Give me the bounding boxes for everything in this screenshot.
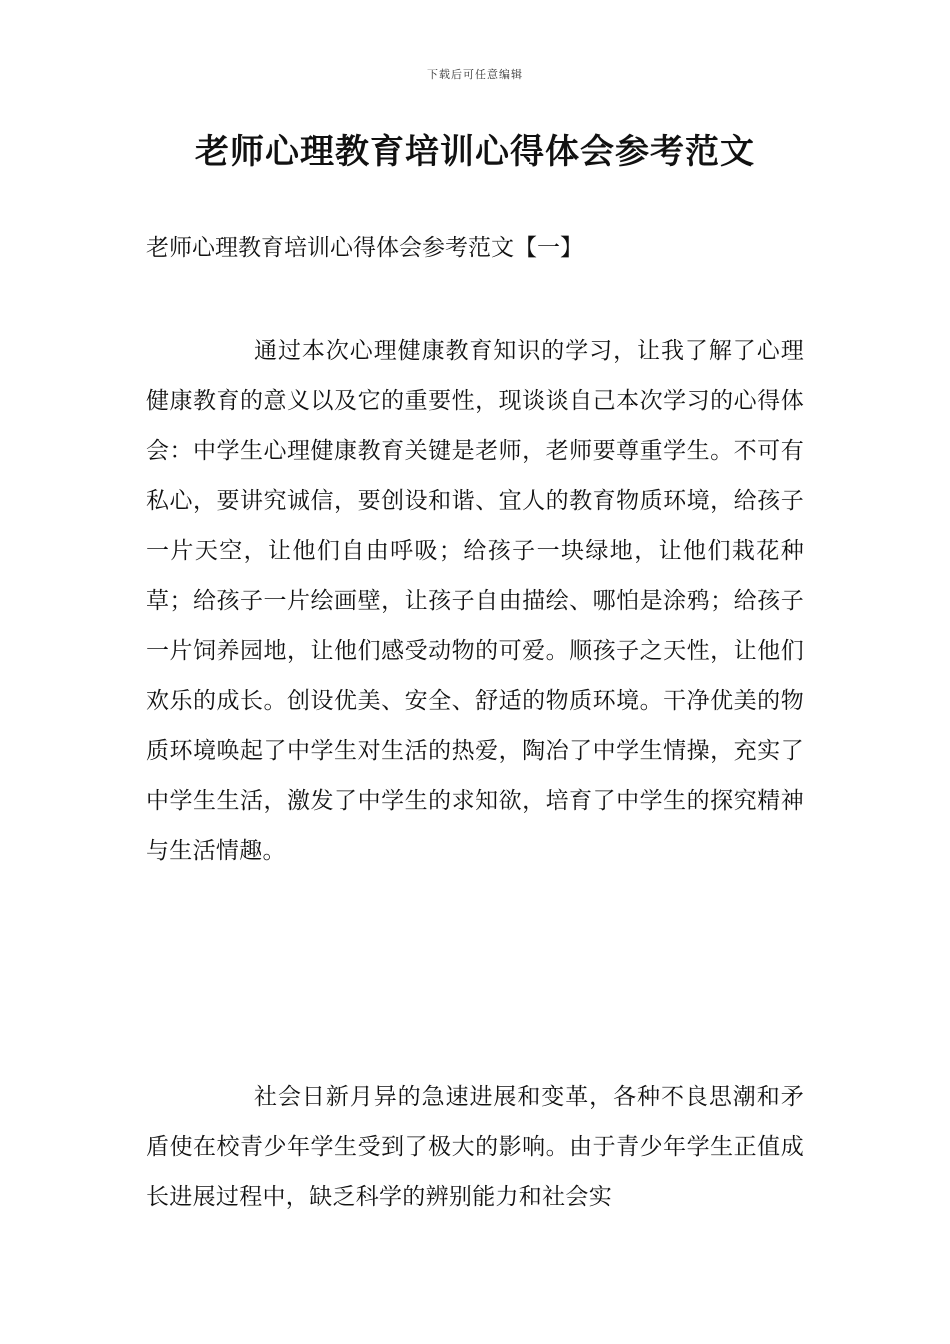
body-paragraph-2: 社会日新月异的急速进展和变革，各种不良思潮和矛盾使在校青少年学生受到了极大的影响。由于青少年学生正值成长进展过程中，缺乏科学的辨别能力和社会实 — [146, 1084, 804, 1210]
header-note: 下载后可任意编辑 — [427, 68, 523, 81]
section-heading: 老师心理教育培训心得体会参考范文【一】 — [146, 235, 583, 261]
document-title: 老师心理教育培训心得体会参考范文 — [195, 132, 755, 172]
body-paragraph-1: 通过本次心理健康教育知识的学习，让我了解了心理健康教育的意义以及它的重要性，现谈谈自己本次学习的心得体会：中学生心理健康教育关键是老师，老师要尊重学生。不可有私心，要讲究诚信，要创设和谐、宜人的教育物质环境，给孩子一片天空，让他们自由呼吸；给孩子一块绿地，让他们栽花种草；给孩子一片绘画壁，让孩子自由描绘、哪怕是涂鸦；给孩子一片饲养园地，让他们感受动物的可爱。顺孩子之天性，让他们欢乐的成长。创设优美、安全、舒适的物质环境。干净优美的物质环境唤起了中学生对生活的热爱，陶冶了中学生情操，充实了中学生生活，激发了中学生的求知欲，培育了中学生的探究精神与生活情趣。 — [146, 338, 804, 864]
